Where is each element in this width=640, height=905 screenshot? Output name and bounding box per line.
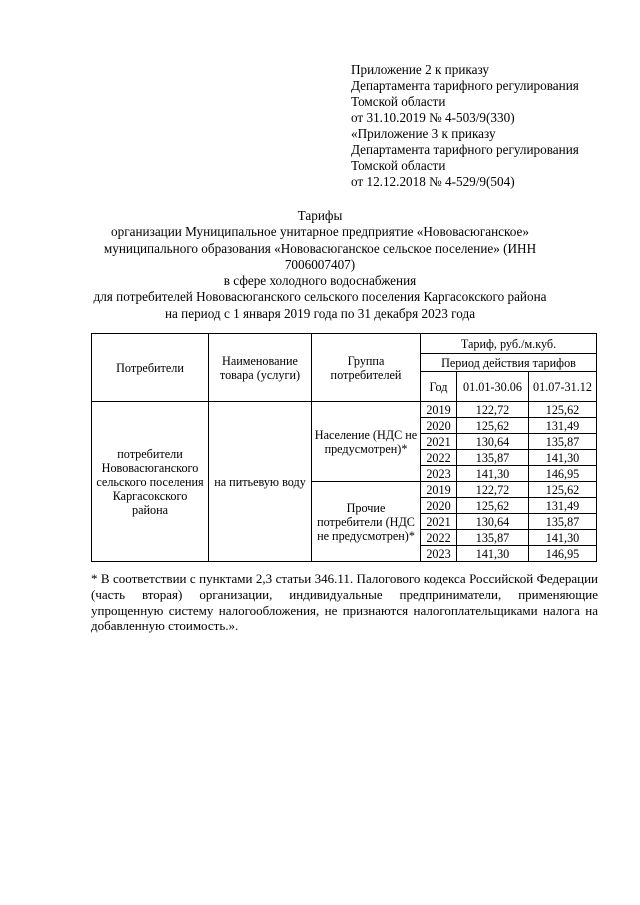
group-cell: Прочие потребители (НДС не предусмотрен)* — [312, 482, 421, 562]
tariff-h1-cell: 122,72 — [457, 402, 529, 418]
tariff-h1-cell: 141,30 — [457, 466, 529, 482]
group-cell: Население (НДС не предусмотрен)* — [312, 402, 421, 482]
year-cell: 2022 — [421, 530, 457, 546]
header-group: Группа потребителей — [312, 334, 421, 402]
year-cell: 2019 — [421, 482, 457, 498]
appendix-header — [351, 62, 579, 190]
title-line: организации Муниципальное унитарное предприятие «Нововасюганское» — [111, 224, 529, 240]
header-tariff: Тариф, руб./м.куб. — [421, 334, 597, 354]
appendix-line: «Приложение 3 к приказу — [351, 126, 496, 141]
title-line: для потребителей Нововасюганского сельского поселения Каргасокского района — [93, 289, 547, 305]
appendix-line: Департамента тарифного регулирования — [351, 78, 579, 93]
tariff-h2-cell: 135,87 — [529, 514, 597, 530]
tariff-h1-cell: 135,87 — [457, 450, 529, 466]
tariff-h2-cell: 141,30 — [529, 530, 597, 546]
year-cell: 2020 — [421, 498, 457, 514]
title-line: в сфере холодного водоснабжения — [223, 273, 417, 289]
year-cell: 2020 — [421, 418, 457, 434]
appendix-line: Приложение 2 к приказу — [351, 62, 489, 77]
tariff-h2-cell: 125,62 — [529, 402, 597, 418]
tariff-h1-cell: 135,87 — [457, 530, 529, 546]
tariff-h2-cell: 131,49 — [529, 498, 597, 514]
tariff-h1-cell: 125,62 — [457, 418, 529, 434]
year-cell: 2021 — [421, 514, 457, 530]
tariff-h2-cell: 135,87 — [529, 434, 597, 450]
document-title — [90, 208, 550, 322]
year-cell: 2023 — [421, 546, 457, 562]
tariff-h1-cell: 125,62 — [457, 498, 529, 514]
appendix-line: Томской области — [351, 158, 446, 173]
header-consumers: Потребители — [92, 334, 209, 402]
appendix-line: Департамента тарифного регулирования — [351, 142, 579, 157]
header-goods: Наименование товара (услуги) — [209, 334, 312, 402]
title-heading: Тарифы — [297, 208, 343, 223]
appendix-line: Томской области — [351, 94, 446, 109]
year-cell: 2019 — [421, 402, 457, 418]
table-row — [92, 402, 597, 418]
title-line: 7006007407) — [284, 256, 356, 272]
appendix-line: от 31.10.2019 № 4-503/9(330) — [351, 110, 515, 125]
year-cell: 2022 — [421, 450, 457, 466]
tariff-h1-cell: 141,30 — [457, 546, 529, 562]
consumer-cell: потребители Нововасюганского сельского поселения Каргасокского района — [92, 402, 209, 562]
footnote: * В соответствии с пунктами 2,3 статьи 346.11. Палогового кодекса Российской Федерации (часть вторая) организации, индивидуальные предприниматели, применяющие упрощенную систему налогообложения, не признаются налогоплательщиками налога на добавленную стоимость.». — [91, 571, 598, 634]
tariff-table — [91, 333, 597, 562]
header-h1: 01.01-30.06 — [457, 372, 529, 402]
tariff-h2-cell: 131,49 — [529, 418, 597, 434]
tariff-h2-cell: 146,95 — [529, 546, 597, 562]
appendix-line: от 12.12.2018 № 4-529/9(504) — [351, 174, 515, 189]
goods-cell: на питьевую воду — [209, 402, 312, 562]
tariff-h1-cell: 122,72 — [457, 482, 529, 498]
header-year: Год — [421, 372, 457, 402]
title-line: муниципального образования «Нововасюганское сельское поселение» (ИНН — [103, 240, 537, 256]
tariff-h2-cell: 146,95 — [529, 466, 597, 482]
header-period: Период действия тарифов — [421, 354, 597, 372]
tariff-h2-cell: 125,62 — [529, 482, 597, 498]
tariff-h2-cell: 141,30 — [529, 450, 597, 466]
tariff-h1-cell: 130,64 — [457, 434, 529, 450]
tariff-h1-cell: 130,64 — [457, 514, 529, 530]
title-line: на период с 1 января 2019 года по 31 декабря 2023 года — [164, 305, 476, 321]
year-cell: 2023 — [421, 466, 457, 482]
year-cell: 2021 — [421, 434, 457, 450]
header-h2: 01.07-31.12 — [529, 372, 597, 402]
